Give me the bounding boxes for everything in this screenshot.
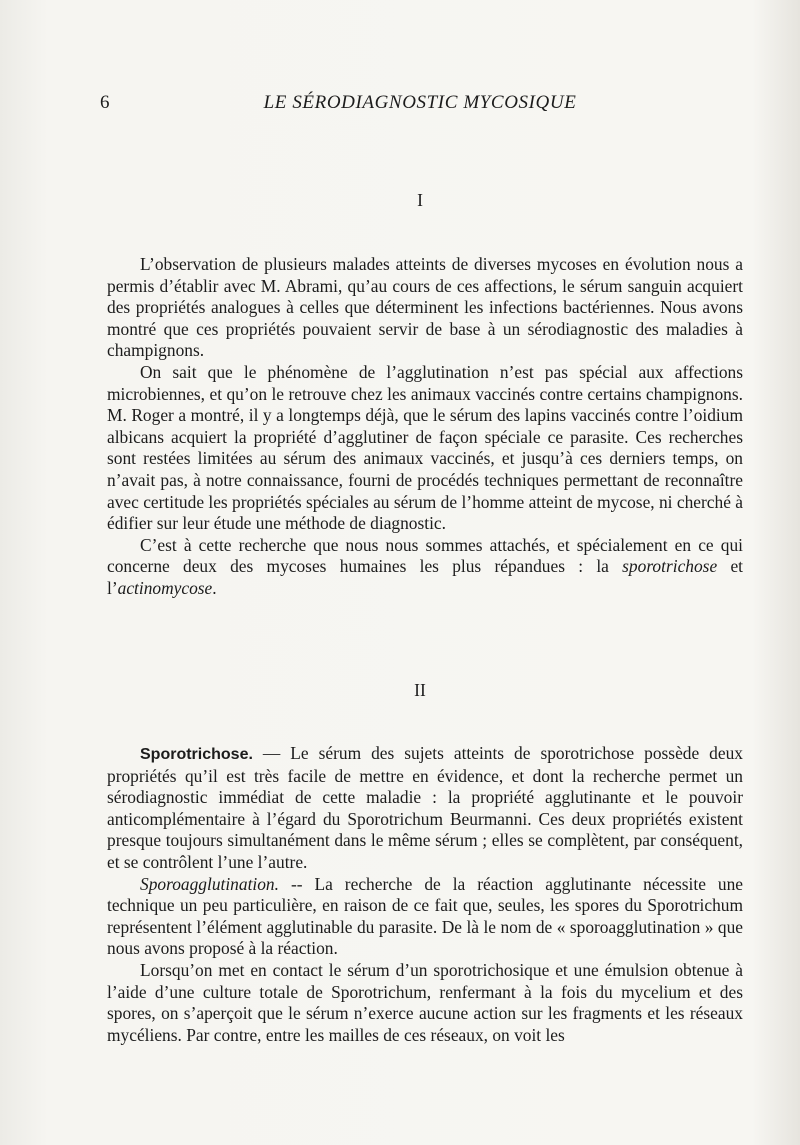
paragraph-text: . xyxy=(212,577,217,598)
section-2-body xyxy=(107,743,743,1046)
running-header xyxy=(0,92,800,122)
run-in-heading: Sporoagglutination. xyxy=(140,873,279,894)
paragraph: On sait que le phénomène de l’agglutination n’est pas spécial aux affections microbiennes, et qu’on le retrouve chez les animaux vaccinés contre certains champignons. M. Roger a montré, il y a longtemps déjà, que le sérum des lapins vaccinés contre l’oidium albicans acquiert la propriété d’agglutiner de façon spéciale ce parasite. Ces recherches sont restées limitées au sérum des animaux vaccinés, et jusqu’à ces derniers temps, on n’avait pas, à notre connaissance, fourni de procédés techniques permettant de reconnaître avec certitude les propriétés spéciales au sérum de l’homme atteint de mycose, ni cherché à édifier sur leur étude une méthode de diagnostic. xyxy=(107,361,743,534)
section-heading-2: II xyxy=(414,680,426,700)
running-title: LE SÉRODIAGNOSTIC MYCOSIQUE xyxy=(263,92,577,113)
section-heading-1: I xyxy=(417,190,423,210)
section-1-body xyxy=(107,254,743,600)
paragraph xyxy=(107,743,743,874)
page-number: 6 xyxy=(100,92,110,113)
paragraph-text: et l’ xyxy=(107,556,743,598)
run-in-heading: Sporotrichose. xyxy=(140,746,253,763)
paragraph-text: C’est à cette recherche que nous nous sommes attachés, et spécialement en ce qui concerne deux des mycoses humaines les plus répandues : la xyxy=(107,534,743,577)
italic-term: sporotrichose xyxy=(622,556,718,577)
paragraph: L’observation de plusieurs malades atteints de diverses mycoses en évolution nous a permis d’établir avec M. Abrami, qu’au cours de ces affections, le sérum sanguin acquiert des propriétés analogues à celles que déterminent les infections bactériennes. Nous avons montré que ces propriétés pouvaient servir de base à un sérodiagnostic des maladies à champignons. xyxy=(107,254,743,361)
paragraph-text: — Le sérum des sujets atteints de sporotrichose possède deux propriétés qu’il est très facile de mettre en évidence, et dont la recherche permet un sérodiagnostic immédiat de cette maladie : la propriété agglutinante et le pouvoir anticomplémentaire à l’égard du Sporotrichum Beurmanni. Ces deux propriétés existent presque toujours simultanément dans le même sérum ; elles se complètent, par conséquent, et se contrôlent l’une l’autre. xyxy=(107,743,743,872)
paragraph: Lorsqu’on met en contact le sérum d’un sporotrichosique et une émulsion obtenue à l’aide d’une culture totale de Sporotrichum, renfermant à la fois du mycelium et des spores, on s’aperçoit que le sérum n’exerce aucune action sur les fragments et les réseaux mycéliens. Par contre, entre les mailles de ces réseaux, on voit les xyxy=(107,959,743,1045)
paragraph xyxy=(107,874,743,960)
paragraph xyxy=(107,535,743,600)
paragraph-text: -- La recherche de la réaction agglutinante nécessite une technique un peu particulière, en raison de ce fait que, seules, les spores du Sporotrichum représentent l’élément agglutinable du parasite. De là le nom de « sporoagglutination » que nous avons proposé à la réaction. xyxy=(107,873,743,959)
italic-term: actinomycose xyxy=(117,577,213,598)
